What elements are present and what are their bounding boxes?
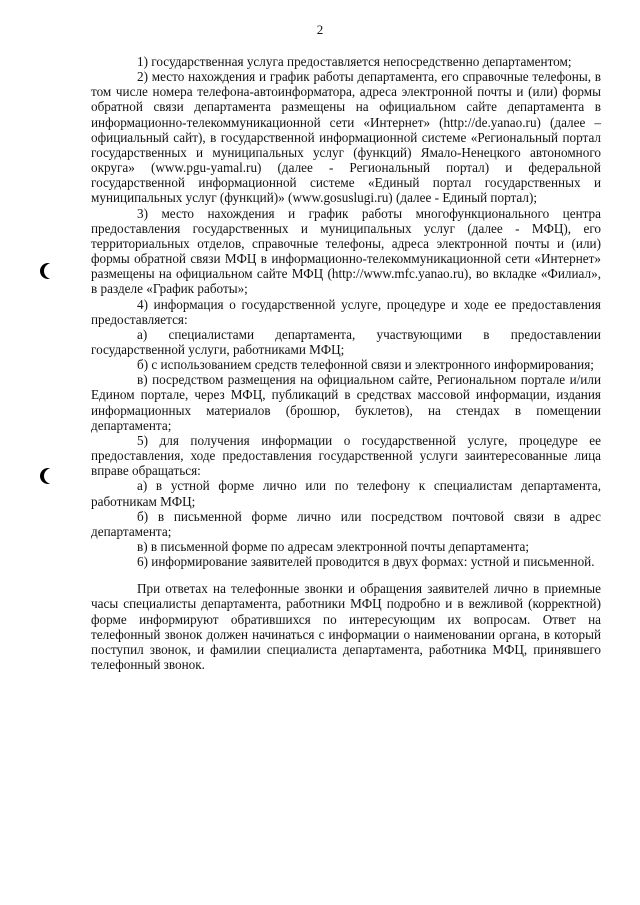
paragraph-item-4c: в) посредством размещения на официальном сайте, Региональном портале и/или Едином портале, через МФЦ, публикаций в средствах массовой информации, издания информационных материалов (брошюр, буклетов), на стендах в помещении департамента; [91, 372, 601, 433]
page-number: 2 [316, 22, 324, 37]
paragraph-item-5a: а) в устной форме лично или по телефону к специалистам департамента, работникам МФЦ; [91, 478, 601, 509]
paragraph-item-5b: б) в письменной форме лично или посредством почтовой связи в адрес департамента; [91, 508, 601, 539]
paragraph-item-1: 1) государственная услуга предоставляется непосредственно департаментом; [137, 54, 572, 69]
paragraph-item-2: 2) место нахождения и график работы департамента, его справочные телефоны, в том числе номера телефона-автоинформатора, адреса электронной почты и (или) формы обратной связи департамента размещены на официальном сайте департамента в информационно-телекоммуникационной сети «Интернет» (http://de.yanao.ru) (далее – официальный сайт), в государственной информационной системе «Региональный портал государственных и муниципальных услуг (функций) Ямало-Ненецкого автономного округа» (www.pgu-yamal.ru) (далее - Региональный портал) и федеральной государственной информационной системе «Единый портал государственных и муниципальных услуг (функций)» (www.gosuslugi.ru) (далее - Единый портал); [91, 69, 601, 206]
document-body [91, 54, 601, 672]
paragraph-closing: При ответах на телефонные звонки и обращения заявителей лично в приемные часы специалисты департамента, работники МФЦ подробно и в вежливой (корректной) форме информируют обратившихся по интересующим их вопросам. Ответ на телефонный звонок должен начинаться с информации о наименовании органа, в который поступил звонок, и фамилии специалиста департамента, работника МФЦ, принявшего телефонный звонок. [91, 581, 601, 673]
paragraph-item-4a: а) специалистами департамента, участвующими в предоставлении государственной услуги, работниками МФЦ; [91, 326, 601, 357]
paragraph-item-3: 3) место нахождения и график работы многофункционального центра предоставления государственных и муниципальных услуг (далее - МФЦ), его территориальных отделов, справочные телефоны, адреса электронной почты и (или) формы обратной связи МФЦ в информационно-телекоммуникационной сети «Интернет» размещены на официальном сайте МФЦ (http://www.mfc.yanao.ru), во вкладке «Филиал», в разделе «График работы»; [91, 205, 601, 297]
punch-hole-mark [44, 468, 60, 484]
paragraph-item-4: 4) информация о государственной услуге, процедуре и ходе ее предоставления предоставляется: [91, 296, 601, 327]
paragraph-item-6: 6) информирование заявителей проводится в двух формах: устной и письменной. [137, 554, 595, 570]
paragraph-item-4b: б) с использованием средств телефонной связи и электронного информирования; [137, 357, 594, 373]
punch-hole-mark [44, 263, 60, 279]
paragraph-item-5: 5) для получения информации о государственной услуге, процедуре ее предоставления, ходе предоставления государственной услуги заинтересованные лица вправе обращаться: [91, 432, 601, 479]
paragraph-item-5c: в) в письменной форме по адресам электронной почты департамента; [137, 539, 529, 554]
